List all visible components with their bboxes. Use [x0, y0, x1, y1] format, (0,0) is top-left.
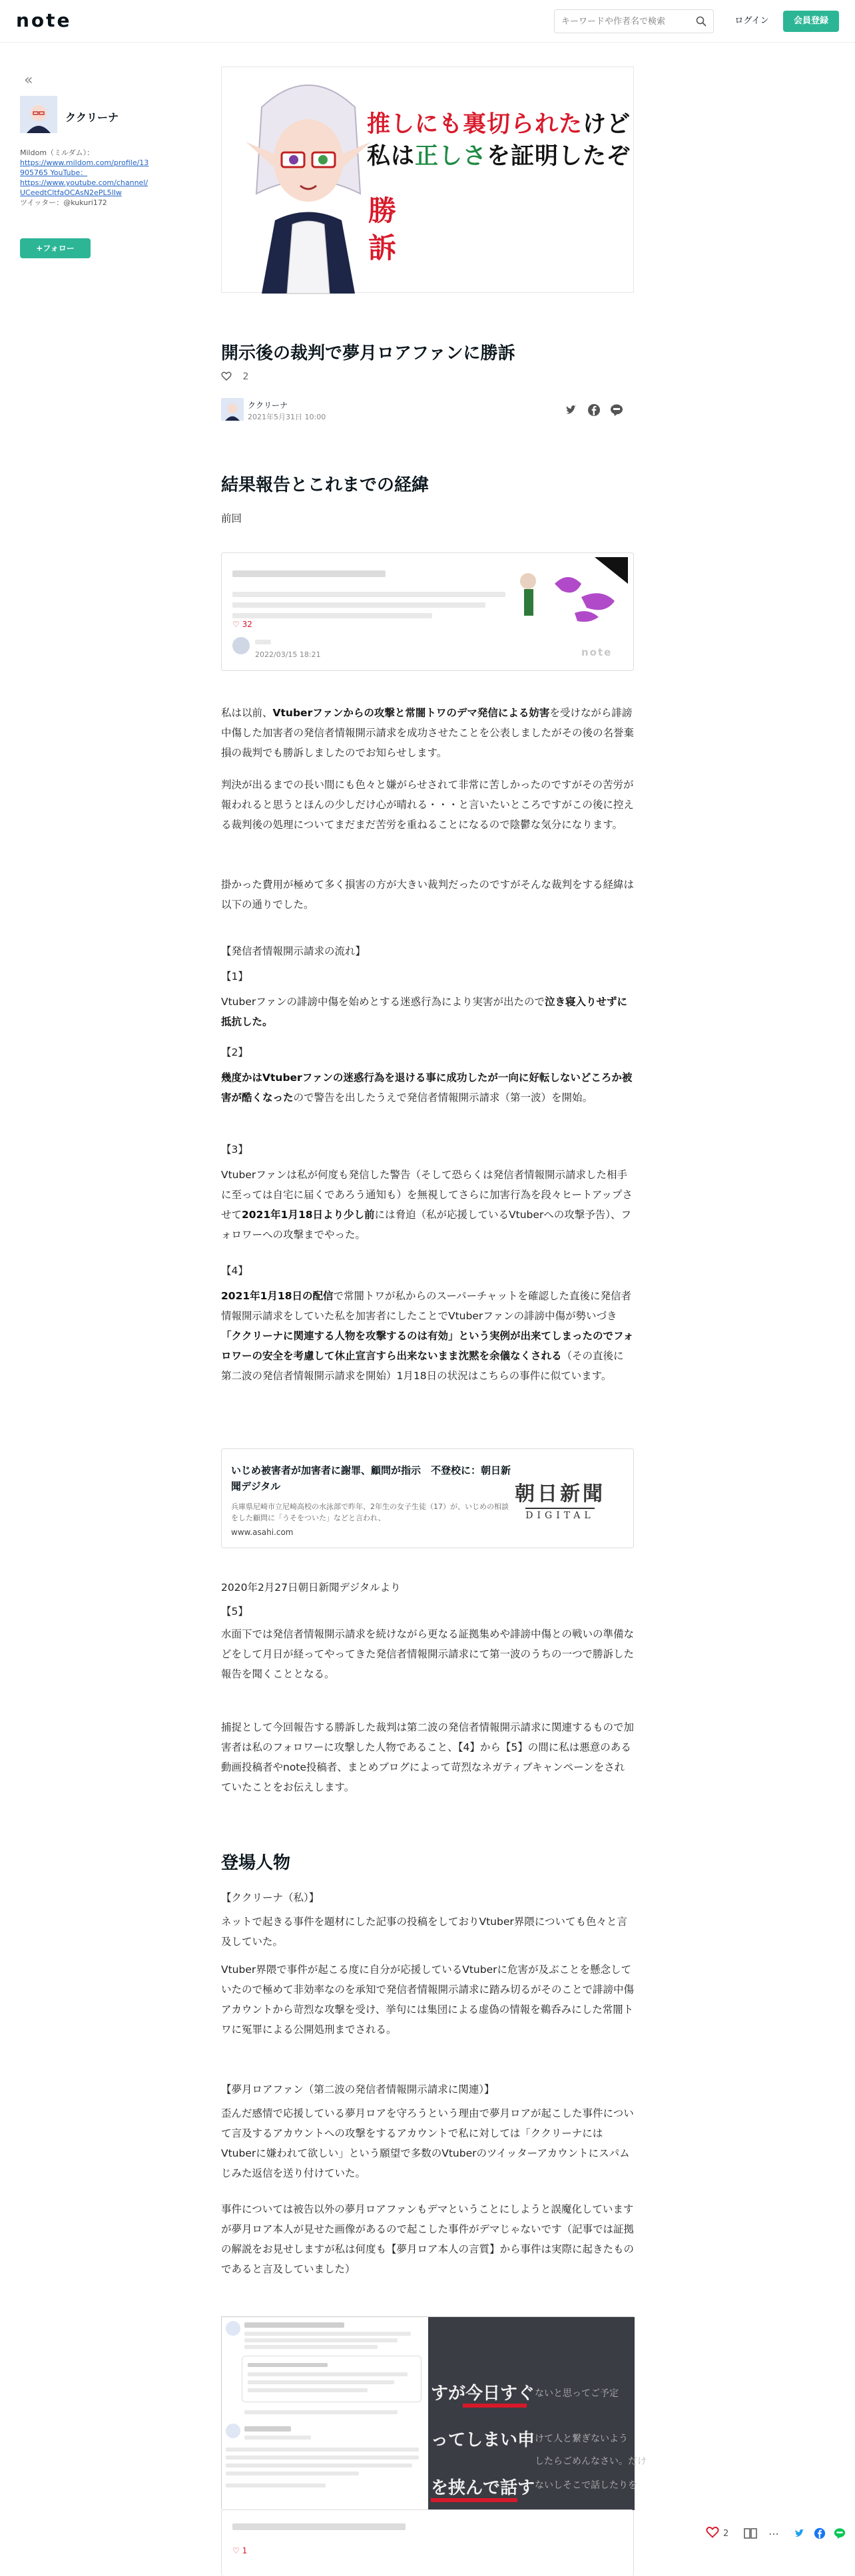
paragraph: 私は以前、Vtuberファンからの攻撃と常闇トワのデマ発信による妨害を受けながら誹謗中傷した加害者の発信者情報開示請求を成功させたことを公表しましたがその後の名誉棄損の裁判でも勝訴しましたのでお知らせします。	[221, 707, 635, 759]
hero-stamp: 勝訴	[368, 194, 397, 264]
embedded-note-card[interactable]	[221, 2509, 634, 2576]
follow-button[interactable]: +フォロー	[20, 238, 91, 258]
float-line-icon[interactable]	[834, 2520, 846, 2547]
bio-link-youtube[interactable]: https://www.youtube.com/channel/UCeedtCltfaOCAsN2ePL5lIw	[20, 178, 148, 197]
news-card-description: 兵庫県尼崎市立尼崎高校の水泳部で昨年、2年生の女子生徒（17）が、いじめの相談をした顧問に「うそをついた」などと言われ、	[231, 1502, 509, 1522]
note-logo[interactable]: note	[16, 9, 72, 31]
float-facebook-icon[interactable]	[814, 2520, 826, 2547]
flow-heading: 【発信者情報開示請求の流れ】	[221, 945, 366, 957]
paragraph: Vtuberファンは私が何度も発信した警告（そして恐らくは発信者情報開示請求した相手に至っては自宅に届くであろう通知も）を無視してさらに加害行為を段々ヒートアップさせて2021年1月18日より少し前には脅迫（私が応援しているVtuberへの攻撃予告）、フォロワーへの攻撃までやった。	[221, 1169, 633, 1241]
floating-like[interactable]	[706, 2520, 728, 2547]
heart-icon[interactable]	[706, 2526, 719, 2541]
card-thumbnail	[508, 557, 628, 624]
news-card-url: www.asahi.com	[231, 1528, 294, 1537]
character-name: 【夢月ロアファン（第二波の発信者情報開示請求に関連）】	[221, 2083, 495, 2095]
article-title: 開示後の裁判で夢月ロアファンに勝訴	[221, 343, 515, 363]
character-name: 【ククリーナ（私）】	[221, 1892, 320, 1904]
flow-number: 【3】	[221, 1144, 248, 1156]
card-like-counter: ♡ 32	[232, 620, 252, 629]
heart-icon: ♡	[232, 620, 240, 629]
collapse-sidebar-icon[interactable]: «	[24, 72, 33, 89]
news-link-card[interactable]	[221, 1448, 634, 1548]
hero-image	[221, 67, 634, 293]
bio-link-mildom[interactable]: https://www.mildom.com/profile/13905765 YouTube：	[20, 158, 149, 177]
bio-line: Mildom（ミルダム）：	[20, 148, 95, 157]
signup-button[interactable]: 会員登録	[783, 11, 839, 32]
search-box[interactable]	[554, 9, 714, 33]
paragraph: 掛かった費用が極めて多く損害の方が大きい裁判だったのですがそんな裁判をする経緯は以下の通りでした。	[221, 879, 635, 911]
tweet-screenshot	[222, 2317, 428, 2510]
twitter-icon[interactable]	[565, 403, 578, 417]
creator-bio	[20, 148, 149, 208]
news-card-logo: 朝日新聞 DIGITAL	[515, 1482, 605, 1521]
more-options-icon[interactable]: ⋯	[768, 2527, 779, 2540]
magazine-icon[interactable]	[743, 2520, 758, 2547]
facebook-icon[interactable]	[587, 403, 601, 417]
search-icon[interactable]	[696, 16, 707, 27]
card-brand: note	[581, 646, 613, 658]
card-author-avatar	[232, 637, 250, 654]
embedded-note-card[interactable]	[221, 552, 634, 671]
paragraph: 幾度かはVtuberファンの迷惑行為を退ける事に成功したが一向に好転しないどころか被害が酷くなったので警告を出したうえで発信者情報開示請求（第一波）を開始。	[221, 1072, 633, 1104]
paragraph: 歪んだ感情で応援している夢月ロアを守ろうという理由で夢月ロアが起こした事件について言及するアカウントへの攻撃をするアカウントで私に対しては「ククリーナにはVtuberに嫌われて欲しい」という願望で多数のVtuberのツイッターアカウントにスパムじみた返信を送り付けていた。	[221, 2107, 634, 2179]
floating-like-count: 2	[723, 2528, 729, 2539]
caption: 2020年2月27日朝日新聞デジタルより	[221, 1582, 401, 1594]
bio-line: ツイッター：@kukuri172	[20, 198, 107, 207]
paragraph: 判決が出るまでの長い間にも色々と嫌がらせされて非常に苦しかったのですがその苦労が報われると思うとほんの少しだけ心が晴れる・・・と言いたいところですがこの後に控える裁判後の処理についてまだまだ苦労を重ねることになるので陰鬱な気分になります。	[221, 779, 634, 831]
creator-avatar[interactable]	[20, 96, 57, 133]
search-input[interactable]	[561, 10, 695, 33]
top-header	[0, 0, 855, 43]
card-date: 2022/03/15 18:21	[255, 650, 321, 659]
paragraph: Vtuber界隈で事件が起こる度に自分が応援しているVtuberに危害が及ぶことを懸念していたので極めて非効率なのを承知で発信者情報開示請求に踏み切るがそのことで誹謗中傷アカウントから苛烈な攻撃を受け、挙句には集団による虚偽の情報を鵜呑みにした常闇トワに冤罪による公開処刑までされる。	[221, 1964, 635, 2036]
section-heading: 登場人物	[221, 1853, 291, 1873]
heart-icon: ♡	[232, 2546, 240, 2555]
card-like-counter: ♡ 1	[232, 2546, 248, 2555]
author-avatar[interactable]	[221, 398, 244, 421]
stream-screenshot: すが今日すぐ ないと思ってご予定 ってしまい申 けて人と繋ぎないよう したらごめんなさい。だけ を挟んで話す ないしそこで話したりを	[428, 2317, 635, 2510]
author-name[interactable]: ククリーナ	[248, 401, 288, 410]
line-icon[interactable]	[610, 403, 623, 417]
creator-name[interactable]: ククリーナ	[65, 111, 119, 124]
like-count: 2	[242, 371, 249, 382]
float-twitter-icon[interactable]	[794, 2520, 806, 2547]
section-heading: 結果報告とこれまでの経緯	[221, 475, 429, 495]
login-button[interactable]: ログイン	[734, 16, 769, 26]
publish-date: 2021年5月31日 10:00	[248, 413, 326, 421]
paragraph: 事件については被告以外の夢月ロアファンもデマということにしようと誤魔化していますが夢月ロア本人が見せた画像があるので起こした事件がデマじゃないです（記事では証拠の解説をお見せしますが私は何度も【夢月ロア本人の言質】から事件は実際に起きたものであると言及していました）	[221, 2203, 635, 2275]
hero-caption-line2: 私は正しさを証明したぞ	[367, 143, 631, 170]
hero-caption-line1: 推しにも裏切られたけど	[367, 111, 631, 138]
evidence-screenshot	[221, 2316, 647, 2509]
paragraph: Vtuberファンの誹謗中傷を始めとする迷惑行為により実害が出たので泣き寝入りせずに抵抗した。	[221, 996, 627, 1028]
share-buttons	[565, 403, 623, 417]
flow-number: 【2】	[221, 1046, 248, 1058]
news-card-title[interactable]: いじめ被害者が加害者に謝罪、顧問が指示 不登校に：朝日新聞デジタル	[231, 1464, 511, 1492]
paragraph: 前回	[221, 513, 242, 525]
flow-number: 【1】	[221, 970, 248, 982]
like-counter[interactable]	[221, 371, 248, 382]
paragraph: 水面下では発信者情報開示請求を続けながら更なる証拠集めや誹謗中傷との戦いの準備などをして月日が経ってやってきた発信者情報開示請求にて第一波のうちの一つで勝訴した報告を聞くこととなる。	[221, 1628, 635, 1680]
paragraph: ネットで起きる事件を題材にした記事の投稿をしておりVtuber界隈についても色々と言及していた。	[221, 1916, 627, 1948]
flow-number: 【4】	[221, 1265, 248, 1277]
flow-number: 【5】	[221, 1606, 248, 1617]
heart-icon[interactable]	[221, 371, 234, 382]
character-illustration	[235, 67, 382, 294]
paragraph: 捕捉として今回報告する勝訴した裁判は第二波の発信者情報開示請求に関連するもので加害者は私のフォロワーに攻撃した人物であること、【4】から【5】の間に私は悪意のある動画投稿者やnote投稿者、まとめブログによって苛烈なネガティブキャンペーンをされていたことをお伝えします。	[221, 1721, 635, 1793]
paragraph: 2021年1月18日の配信で常闇トワが私からのスーパーチャットを確認した直後に発信者情報開示請求をしていた私を加害者にしたことでVtuberファンの誹謗中傷が勢いづき「ククリーナに関連する人物を攻撃するのは有効」という実例が出来てしまったのでフォロワーの安全を考慮して休止宣言すら出来ないまま沈黙を余儀なくされる（その直後に第二波の発信者情報開示請求を開始）1月18日の状況はこちらの事件に似ています。	[221, 1290, 634, 1382]
